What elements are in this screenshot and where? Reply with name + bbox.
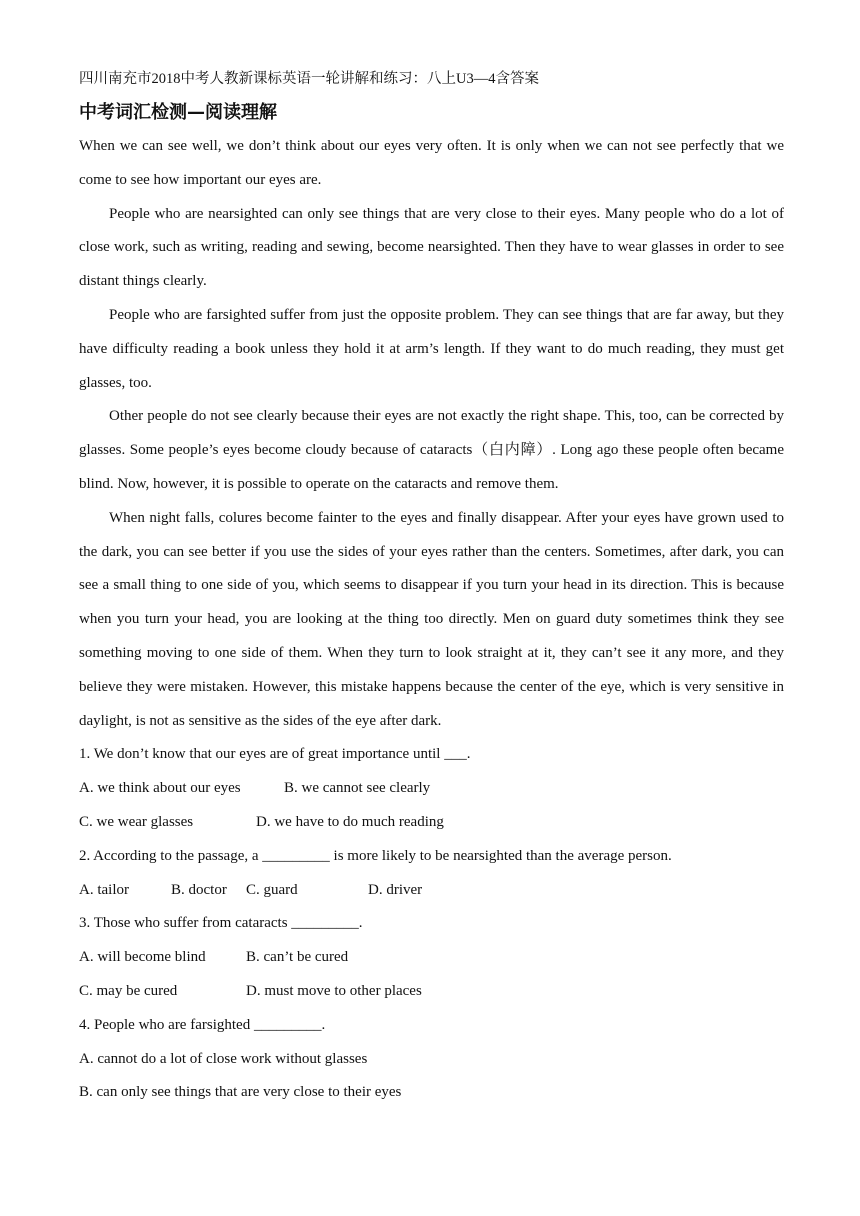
passage-paragraph: Other people do not see clearly because their eyes are not exactly the right shape. This, too, can be corrected by glasses. Some people’s eyes become cloudy because of cataracts（白内障）. Long ago these people often became blind. Now, however, it is possible to operate on the cataracts and remove them. xyxy=(79,408,784,492)
answer-option: D. driver xyxy=(368,881,423,898)
answer-option: C. guard xyxy=(246,881,298,898)
answer-option: B. doctor xyxy=(171,881,227,898)
question-stem: 1. We don’t know that our eyes are of great importance until ___. xyxy=(79,746,471,763)
answer-option: C. may be cured xyxy=(79,982,178,999)
document-page xyxy=(79,68,784,1110)
answer-option: D. we have to do much reading xyxy=(256,813,444,830)
option-row xyxy=(79,874,784,908)
passage-paragraph: When we can see well, we don’t think about our eyes very often. It is only when we can not see perfectly that we come to see how important our eyes are. xyxy=(79,138,784,188)
answer-option: A. will become blind xyxy=(79,949,206,966)
option-row xyxy=(79,975,784,1009)
passage-paragraph: People who are nearsighted can only see things that are very close to their eyes. Many people who do a lot of close work, such as writing, reading and sewing, become nearsighted. Then they have to wear glasses in order to see distant things clearly. xyxy=(79,205,784,290)
answer-option: B. can’t be cured xyxy=(246,949,349,966)
answer-option: C. we wear glasses xyxy=(79,813,194,830)
question-stem: 2. According to the passage, a _________ is more likely to be nearsighted than the average person. xyxy=(79,847,672,864)
option-row xyxy=(79,941,784,975)
document-header: 四川南充市2018中考人教新课标英语一轮讲解和练习：八上U3—4含答案 xyxy=(79,71,539,87)
answer-option: B. can only see things that are very close to their eyes xyxy=(79,1084,402,1101)
passage-paragraph: When night falls, colures become fainter to the eyes and finally disappear. After your eyes have grown used to the dark, you can see better if you use the sides of your eyes rather than the centers. Sometimes, after dark, you can see a small thing to one side of you, which seems to disappear if you turn your head in its direction. This is because when you turn your head, you are looking at the thing too directly. Men on guard duty sometimes think they see something moving to one side of them. When they turn to look straight at it, they can’t see it any more, and they believe they were mistaken. However, this mistake happens because the center of the eye, which is very sensitive in daylight, is not as sensitive as the sides of the eye after dark. xyxy=(79,509,784,729)
question-stem: 4. People who are farsighted _________. xyxy=(79,1016,326,1033)
option-row xyxy=(79,772,784,806)
answer-option: A. tailor xyxy=(79,881,129,898)
answer-option: A. we think about our eyes xyxy=(79,780,241,797)
reading-passage xyxy=(79,130,784,738)
option-row xyxy=(79,806,784,840)
answer-option: D. must move to other places xyxy=(246,982,422,999)
answer-option: B. we cannot see clearly xyxy=(284,780,431,797)
question-list xyxy=(79,738,784,1110)
section-title: 中考词汇检测—阅读理解 xyxy=(79,102,277,123)
passage-paragraph: People who are farsighted suffer from just the opposite problem. They can see things that are far away, but they have difficulty reading a book unless they hold it at arm’s length. If they want to do much reading, they must get glasses, too. xyxy=(79,306,784,391)
answer-option: A. cannot do a lot of close work without glasses xyxy=(79,1050,368,1067)
question-stem: 3. Those who suffer from cataracts _________. xyxy=(79,915,363,932)
